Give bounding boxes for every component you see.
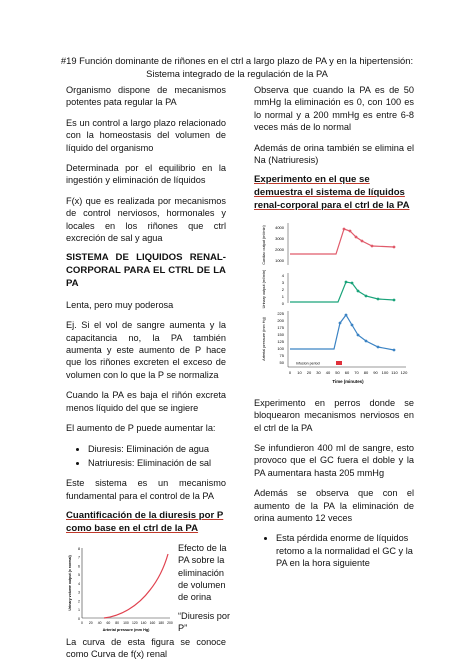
y-tick: 3000: [275, 235, 284, 241]
x-tick: 10: [297, 369, 302, 375]
y-tick: 0: [281, 300, 284, 306]
x-tick: 100: [123, 620, 129, 625]
y-tick: 3: [78, 590, 80, 595]
title-line-2: Sistema integrado de la regulación de la PA: [146, 68, 328, 79]
y-tick: 200: [277, 317, 284, 323]
y-tick: 3: [281, 279, 284, 285]
x-tick: 50: [335, 369, 340, 375]
bullet-list: [254, 532, 414, 569]
x-tick: 120: [131, 620, 138, 625]
paragraph: Se infundieron 400 ml de sangre, esto provoco que el GC fuera el doble y la PA aumentara hasta 205 mmHg: [254, 443, 414, 478]
x-tick: 90: [373, 369, 378, 375]
y-tick: 100: [277, 345, 284, 351]
x-tick: 40: [325, 369, 331, 375]
y-tick: 225: [277, 310, 284, 316]
title-line-1: #19 Función dominante de riñones en el ctrl a largo plazo de PA y en la hipertensión:: [60, 55, 414, 66]
y-tick: 150: [277, 331, 284, 337]
infusion-label: Infusion period: [296, 361, 320, 366]
x-tick: 0: [81, 620, 83, 625]
y-tick: 4000: [275, 224, 284, 230]
infusion-experiment-chart: [254, 219, 414, 389]
y-tick: 175: [277, 324, 284, 330]
left-column: [66, 84, 231, 669]
bullet-list: [66, 443, 226, 470]
y-tick: 1: [78, 607, 80, 612]
caption-text: Efecto de la PA sobre la eliminación de volumen de orina: [178, 542, 227, 603]
y-tick: 2000: [275, 246, 284, 252]
paragraph: F(x) que es realizada por mecanismos de control nerviosos, hormonales y locales en los riñones que ctrl excreción de sal y agua: [66, 195, 226, 244]
paragraph: Ej. Si el vol de sangre aumenta y la capacitancia no, la PA también aumenta y este aumento de P hace que los riñones excreten el exceso de volumen con lo que la P se normaliza: [66, 320, 226, 380]
x-tick: 110: [391, 369, 398, 375]
paragraph: La curva de esta figura se conoce como Curva de f(x) renal: [66, 636, 226, 660]
list-item: • Diuresis: Eliminación de agua: [88, 443, 226, 455]
y-tick: 0: [78, 616, 80, 621]
caption-quote: “Diuresis por P”: [178, 610, 231, 634]
x-tick: 30: [316, 369, 321, 375]
y-tick: 2: [78, 599, 80, 604]
y-tick: 8: [78, 546, 80, 551]
section-heading-underlined: Experimento en el que se demuestra el sistema de líquidos renal-corporal para el ctrl de la PA: [254, 174, 410, 212]
infusion-marker: [336, 361, 342, 365]
paragraph: Observa que cuando la PA es de 50 mmHg la eliminación es 0, con 100 es lo normal y a 200 mmHg es entre 6-8 veces más de lo normal: [254, 85, 414, 133]
page-title: [40, 54, 434, 80]
x-tick: 40: [97, 620, 102, 625]
paragraph: Además de orina también se elimina el Na (Natriuresis): [254, 142, 414, 166]
y-tick: 1000: [275, 257, 284, 263]
renal-function-curve-chart: [66, 542, 174, 636]
paragraph: Además se observa que con el aumento de la PA la eliminación de orina aumento 12 veces: [254, 488, 414, 524]
x-tick: 80: [115, 620, 120, 625]
y-axis-label: Arterial pressure (mm Hg): [262, 316, 266, 361]
list-item: • Natriuresis: Eliminación de sal: [88, 457, 226, 469]
y-axis-label: Urinary output (ml/min): [262, 269, 266, 309]
y-tick-labels: [78, 547, 80, 621]
x-tick: 20: [88, 620, 93, 625]
x-tick: 70: [354, 369, 359, 375]
figure-caption: [178, 542, 234, 635]
y-tick: 125: [277, 338, 284, 344]
paragraph: Cuando la PA es baja el riñón excreta menos líquido del que se ingiere: [66, 390, 226, 413]
x-tick: 0: [288, 369, 292, 375]
y-tick: 1: [281, 293, 284, 299]
x-axis-label: Time (minutes): [332, 378, 364, 384]
x-tick: 120: [400, 369, 408, 375]
x-tick: 180: [158, 620, 165, 625]
right-column: [254, 84, 414, 578]
y-tick: 7: [78, 555, 80, 560]
paragraph: Lenta, pero muy poderosa: [66, 299, 174, 310]
y-axis-label: Cardiac output (ml/min): [262, 225, 266, 265]
paragraph: Experimento en perros donde se bloquearon mecanismos nerviosos en el ctrl de la PA: [254, 397, 414, 433]
x-tick: 200: [167, 620, 173, 625]
section-heading-underlined: Cuantificación de la diuresis por P como base en el ctrl de la PA: [66, 510, 224, 534]
x-tick: 140: [140, 620, 147, 625]
paragraph: Es un control a largo plazo relacionado con la homeostasis del volumen de líquido del organismo: [66, 117, 226, 153]
x-tick: 100: [381, 369, 389, 375]
x-tick: 20: [306, 369, 312, 375]
x-tick: 60: [106, 620, 111, 625]
paragraph: Organismo dispone de mecanismos potentes pata regular la PA: [66, 85, 226, 108]
x-tick: 80: [363, 369, 369, 375]
y-tick: 2: [281, 286, 284, 292]
y-tick: 5: [78, 572, 80, 577]
paragraph: El aumento de P puede aumentar la:: [66, 423, 216, 434]
y-tick: 4: [78, 581, 80, 586]
x-tick: 60: [344, 369, 350, 375]
paragraph: Este sistema es un mecanismo fundamental para el control de la PA: [66, 478, 226, 501]
renal-curve-figure: [66, 542, 231, 636]
section-heading: SISTEMA DE LIQUIDOS RENAL-CORPORAL PARA EL CTRL DE LA PA: [66, 252, 226, 290]
paragraph: Determinada por el equilibrio en la ingestión y eliminación de líquidos: [66, 163, 226, 186]
x-tick: 160: [149, 620, 156, 625]
y-tick: 6: [78, 564, 80, 569]
y-tick: 4: [281, 272, 284, 278]
x-axis-label: Arterial pressure (mm Hg): [102, 627, 150, 632]
list-item: • Esta pérdida enorme de líquidos retomo a la normalidad el GC y la PA en la hora siguiente: [276, 532, 414, 569]
y-axis-label: Urinary volume output (x normal): [68, 555, 72, 611]
y-tick: 75: [279, 352, 284, 358]
y-tick: 50: [279, 359, 284, 365]
